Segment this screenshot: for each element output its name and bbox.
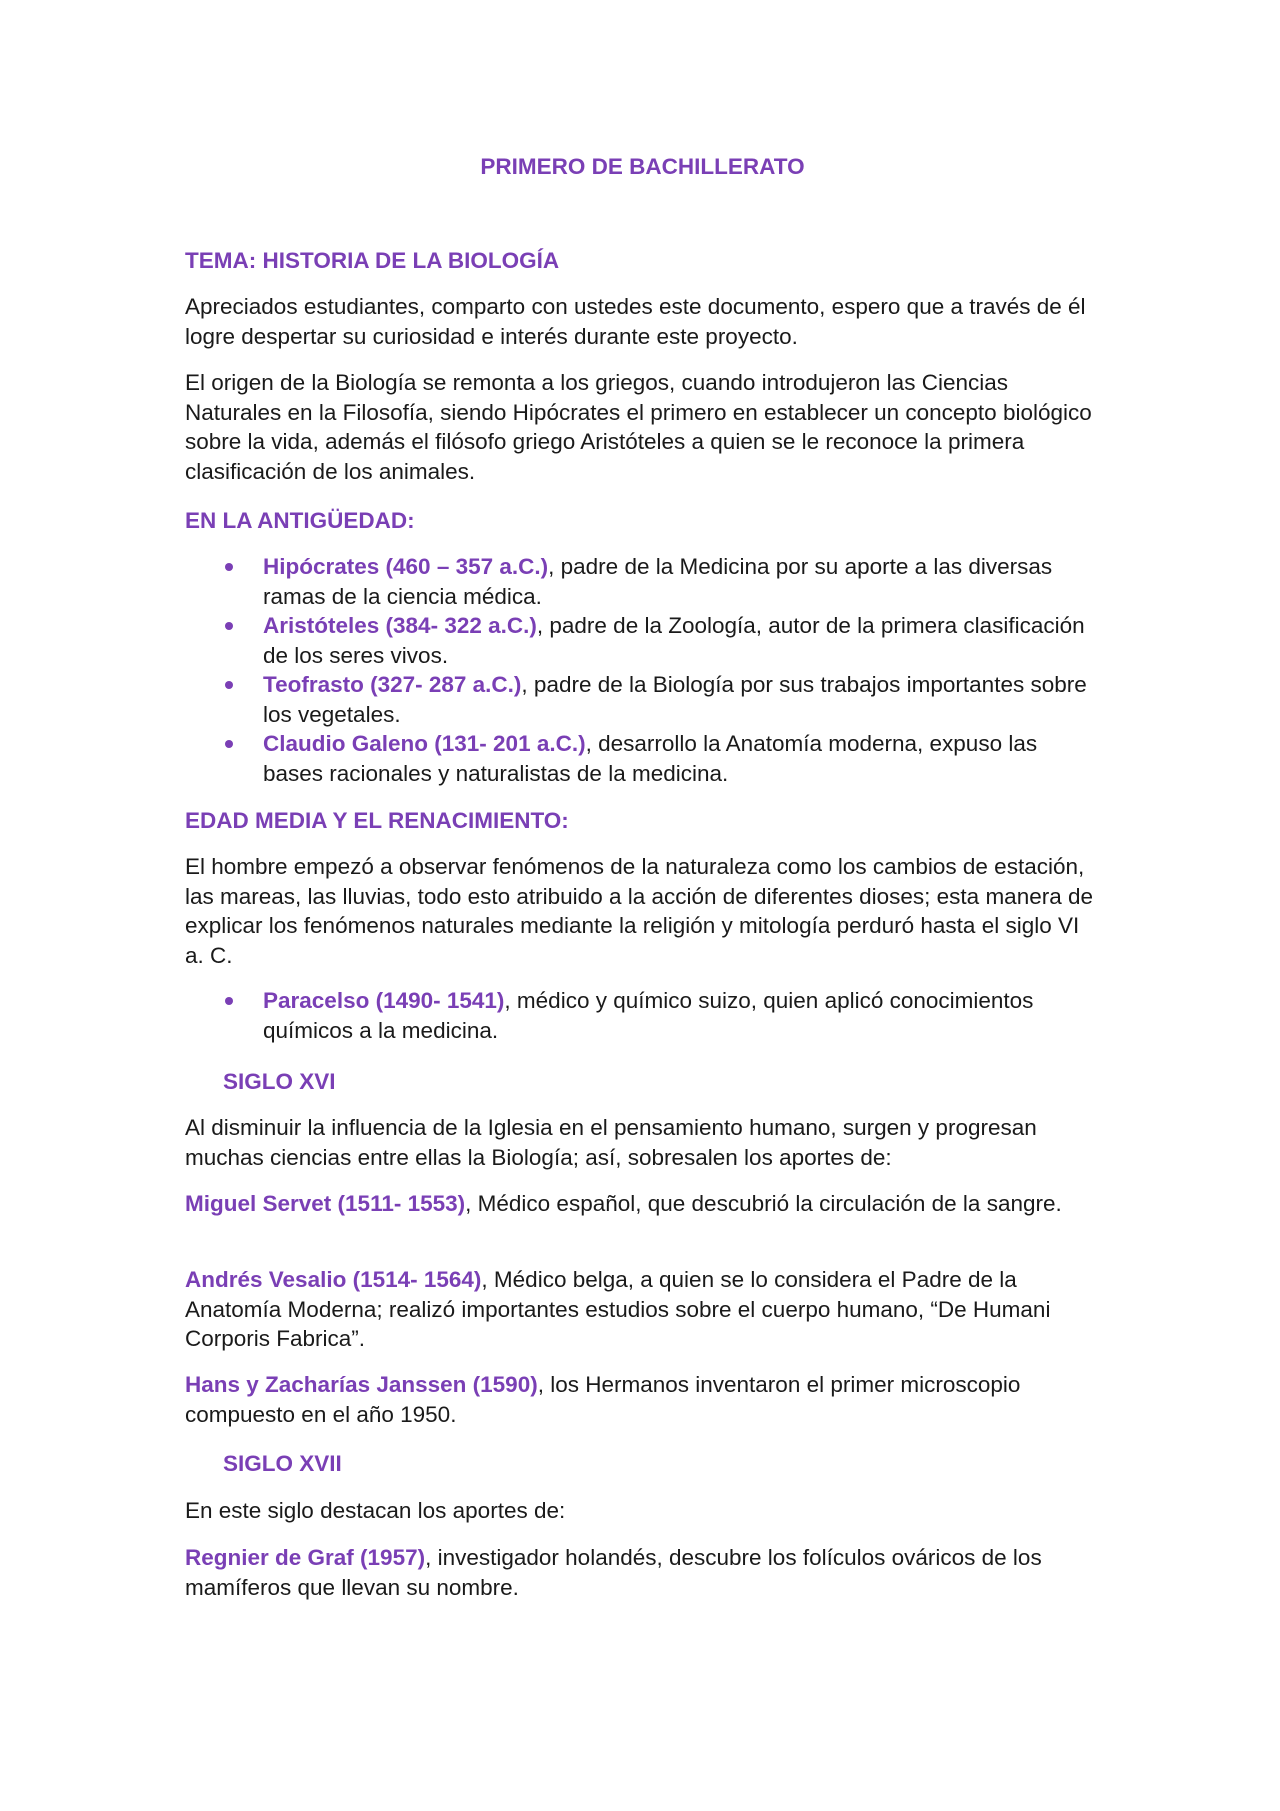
person-description: , padre de la Medicina por su aporte a las diversas ramas de la ciencia médica. [263, 554, 1053, 609]
middle-ages-paragraph: El hombre empezó a observar fenómenos de la naturaleza como los cambios de estación, las mareas, las lluvias, todo esto atribuido a la acción de diferentes dioses; esta manera de explicar los fenómenos naturales mediante la religión y mitología perduró hasta el siglo VI a. C. [185, 854, 1094, 968]
person-name: Regnier de Graf (1957) [185, 1545, 426, 1570]
person-name: Claudio Galeno (131- 201 a.C.) [263, 731, 586, 756]
antiquity-list [185, 552, 1100, 788]
century-16-paragraph: Al disminuir la influencia de la Iglesia en el pensamiento humano, surgen y progresan muchas ciencias entre ellas la Biología; así, sobresalen los aportes de: [185, 1115, 1037, 1170]
person-name: Hans y Zacharías Janssen (1590) [185, 1372, 538, 1397]
list-item [185, 552, 1100, 611]
person-description: , médico y químico suizo, quien aplicó conocimientos químicos a la medicina. [263, 988, 1034, 1043]
intro-paragraph-2: El origen de la Biología se remonta a los griegos, cuando introdujeron las Ciencias Naturales en la Filosofía, siendo Hipócrates el primero en establecer un concepto biológico sobre la vida, además el filósofo griego Aristóteles a quien se le reconoce la primera clasificación de los animales. [185, 370, 1092, 484]
intro-paragraph-1: Apreciados estudiantes, comparto con ustedes este documento, espero que a través de él logre despertar su curiosidad e interés durante este proyecto. [185, 294, 1086, 349]
person-name: Andrés Vesalio (1514- 1564) [185, 1267, 482, 1292]
century-17-paragraph: En este siglo destacan los aportes de: [185, 1498, 566, 1523]
document-title: PRIMERO DE BACHILLERATO [480, 154, 805, 179]
person-description: , los Hermanos inventaron el primer microscopio compuesto en el año 1950. [185, 1372, 1021, 1427]
person-description: , Médico español, que descubrió la circulación de la sangre. [465, 1191, 1062, 1216]
person-name: Miguel Servet (1511- 1553) [185, 1191, 466, 1216]
list-item [185, 729, 1100, 788]
middle-ages-heading: EDAD MEDIA Y EL RENACIMIENTO: [185, 808, 569, 833]
entry-paragraph [185, 1189, 1100, 1219]
century-17-heading: SIGLO XVII [223, 1451, 342, 1476]
person-description: , padre de la Biología por sus trabajos importantes sobre los vegetales. [263, 672, 1087, 727]
person-name: Hipócrates (460 – 357 a.C.) [263, 554, 549, 579]
topic-heading: TEMA: HISTORIA DE LA BIOLOGÍA [185, 248, 560, 273]
entry-paragraph [185, 1370, 1100, 1429]
middle-ages-list [185, 986, 1100, 1045]
list-item [185, 986, 1100, 1045]
person-description: , desarrollo la Anatomía moderna, expuso las bases racionales y naturalistas de la medicina. [263, 731, 1038, 786]
person-description: , padre de la Zoología, autor de la primera clasificación de los seres vivos. [263, 613, 1085, 668]
entry-paragraph [185, 1265, 1100, 1354]
entry-paragraph [185, 1543, 1100, 1602]
person-name: Aristóteles (384- 322 a.C.) [263, 613, 537, 638]
person-name: Paracelso (1490- 1541) [263, 988, 505, 1013]
century-16-heading: SIGLO XVI [223, 1069, 336, 1094]
antiquity-heading: EN LA ANTIGÜEDAD: [185, 508, 415, 533]
list-item [185, 670, 1100, 729]
list-item [185, 611, 1100, 670]
person-description: , investigador holandés, descubre los folículos ováricos de los mamíferos que llevan su nombre. [185, 1545, 1042, 1600]
person-name: Teofrasto (327- 287 a.C.) [263, 672, 522, 697]
person-description: , Médico belga, a quien se lo considera el Padre de la Anatomía Moderna; realizó importantes estudios sobre el cuerpo humano, “De Humani Corporis Fabrica”. [185, 1267, 1051, 1351]
